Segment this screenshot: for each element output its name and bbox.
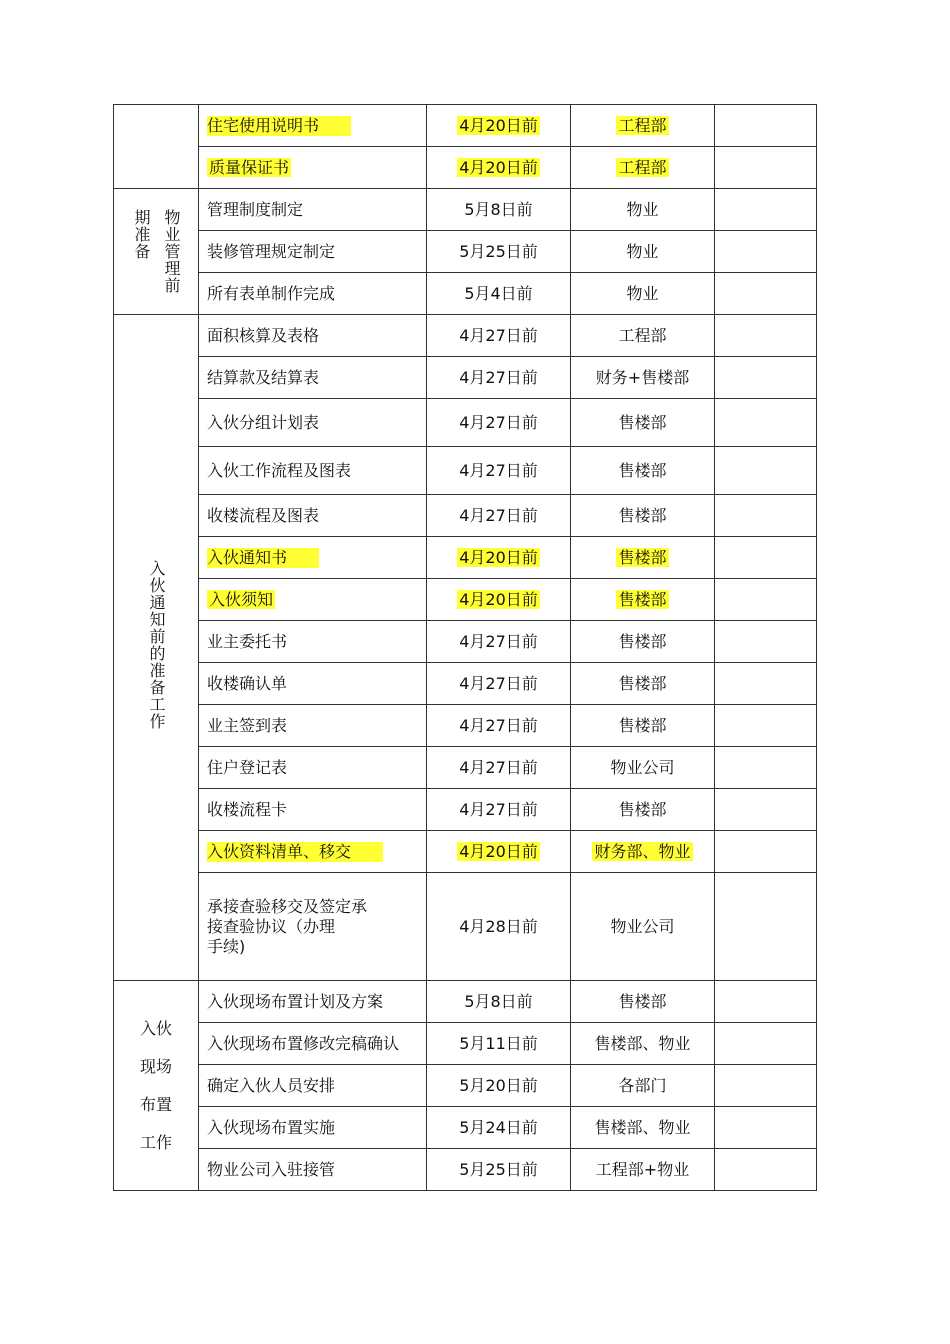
item-cell: 业主签到表 (199, 705, 427, 747)
dept-cell: 各部门 (571, 1065, 715, 1107)
date-cell: 4月20日前 (427, 579, 571, 621)
remark-cell (715, 981, 817, 1023)
remark-cell (715, 357, 817, 399)
date-cell: 4月27日前 (427, 705, 571, 747)
remark-cell (715, 315, 817, 357)
phase-label: 入伙 (139, 1018, 172, 1038)
dept-cell: 售楼部 (571, 537, 715, 579)
remark-cell (715, 1023, 817, 1065)
item-cell: 入伙现场布置修改完稿确认 (199, 1023, 427, 1065)
dept-cell: 工程部+物业 (571, 1149, 715, 1191)
phase-label: 工作 (139, 1132, 172, 1152)
table-row (114, 147, 817, 189)
table-row (114, 315, 817, 357)
table-row (114, 399, 817, 447)
dept-cell: 工程部 (571, 105, 715, 147)
dept-cell: 售楼部 (571, 579, 715, 621)
table-row (114, 831, 817, 873)
remark-cell (715, 579, 817, 621)
phase-label: 期准备 (132, 209, 151, 260)
remark-cell (715, 537, 817, 579)
item-cell: 物业公司入驻接管 (199, 1149, 427, 1191)
item-cell: 收楼流程卡 (199, 789, 427, 831)
dept-cell: 财务+售楼部 (571, 357, 715, 399)
remark-cell (715, 105, 817, 147)
item-cell: 入伙工作流程及图表 (199, 447, 427, 495)
item-cell: 入伙资料清单、移交 (199, 831, 427, 873)
dept-cell: 物业公司 (571, 747, 715, 789)
schedule-table (113, 104, 817, 1191)
remark-cell (715, 1065, 817, 1107)
date-cell: 5月20日前 (427, 1065, 571, 1107)
phase-label: 物业管理前 (162, 209, 181, 294)
dept-cell: 售楼部 (571, 705, 715, 747)
dept-cell: 物业 (571, 231, 715, 273)
dept-cell: 售楼部、物业 (571, 1107, 715, 1149)
table-row (114, 1149, 817, 1191)
table-row (114, 747, 817, 789)
remark-cell (715, 447, 817, 495)
item-cell: 收楼流程及图表 (199, 495, 427, 537)
date-cell: 4月27日前 (427, 663, 571, 705)
dept-cell: 工程部 (571, 147, 715, 189)
item-cell: 入伙须知 (199, 579, 427, 621)
dept-cell: 售楼部、物业 (571, 1023, 715, 1065)
dept-cell: 物业 (571, 273, 715, 315)
item-cell: 住宅使用说明书 (199, 105, 427, 147)
table-row (114, 789, 817, 831)
date-cell: 5月8日前 (427, 189, 571, 231)
remark-cell (715, 399, 817, 447)
date-cell: 4月27日前 (427, 495, 571, 537)
item-cell (199, 873, 427, 981)
remark-cell (715, 273, 817, 315)
table-row (114, 273, 817, 315)
dept-cell: 售楼部 (571, 495, 715, 537)
date-cell: 4月27日前 (427, 789, 571, 831)
remark-cell (715, 621, 817, 663)
remark-cell (715, 1107, 817, 1149)
table-row (114, 537, 817, 579)
dept-cell: 物业公司 (571, 873, 715, 981)
item-cell: 入伙现场布置计划及方案 (199, 981, 427, 1023)
date-cell: 5月25日前 (427, 231, 571, 273)
item-cell: 入伙现场布置实施 (199, 1107, 427, 1149)
table-row (114, 105, 817, 147)
date-cell: 5月4日前 (427, 273, 571, 315)
date-cell: 4月20日前 (427, 105, 571, 147)
item-cell: 收楼确认单 (199, 663, 427, 705)
item-cell: 面积核算及表格 (199, 315, 427, 357)
phase-label: 布置 (139, 1094, 172, 1114)
phase-cell (114, 315, 199, 981)
item-cell: 住户登记表 (199, 747, 427, 789)
phase-label: 入伙通知前的准备工作 (147, 560, 166, 730)
dept-cell: 售楼部 (571, 981, 715, 1023)
item-line: 承接查验移交及签定承 (207, 896, 368, 916)
table-row (114, 873, 817, 981)
item-cell: 入伙分组计划表 (199, 399, 427, 447)
item-cell: 确定入伙人员安排 (199, 1065, 427, 1107)
item-cell: 质量保证书 (199, 147, 427, 189)
table-row (114, 1023, 817, 1065)
remark-cell (715, 189, 817, 231)
dept-cell: 售楼部 (571, 621, 715, 663)
dept-cell: 售楼部 (571, 663, 715, 705)
dept-cell: 工程部 (571, 315, 715, 357)
phase-cell (114, 105, 199, 189)
dept-cell: 售楼部 (571, 399, 715, 447)
remark-cell (715, 231, 817, 273)
date-cell: 4月27日前 (427, 315, 571, 357)
table-row (114, 621, 817, 663)
dept-cell: 物业 (571, 189, 715, 231)
item-cell: 装修管理规定制定 (199, 231, 427, 273)
table-row (114, 1107, 817, 1149)
table-row (114, 495, 817, 537)
table-row (114, 231, 817, 273)
date-cell: 4月27日前 (427, 357, 571, 399)
item-line: 手续) (207, 936, 246, 956)
date-cell: 5月11日前 (427, 1023, 571, 1065)
item-line: 接查验协议（办理 (207, 916, 336, 936)
phase-cell (114, 981, 199, 1191)
item-cell: 入伙通知书 (199, 537, 427, 579)
date-cell: 4月27日前 (427, 621, 571, 663)
remark-cell (715, 1149, 817, 1191)
remark-cell (715, 789, 817, 831)
remark-cell (715, 705, 817, 747)
table-row (114, 447, 817, 495)
dept-cell: 售楼部 (571, 447, 715, 495)
date-cell: 5月25日前 (427, 1149, 571, 1191)
phase-cell (114, 189, 199, 315)
remark-cell (715, 495, 817, 537)
item-cell: 业主委托书 (199, 621, 427, 663)
date-cell: 5月8日前 (427, 981, 571, 1023)
remark-cell (715, 873, 817, 981)
date-cell: 4月20日前 (427, 831, 571, 873)
remark-cell (715, 147, 817, 189)
date-cell: 4月28日前 (427, 873, 571, 981)
table-row (114, 981, 817, 1023)
table-row (114, 705, 817, 747)
table-row (114, 663, 817, 705)
date-cell: 4月27日前 (427, 399, 571, 447)
dept-cell: 售楼部 (571, 789, 715, 831)
date-cell: 4月20日前 (427, 537, 571, 579)
phase-label: 现场 (139, 1056, 172, 1076)
table-row (114, 189, 817, 231)
remark-cell (715, 831, 817, 873)
table-row (114, 579, 817, 621)
dept-cell: 财务部、物业 (571, 831, 715, 873)
date-cell: 4月27日前 (427, 747, 571, 789)
remark-cell (715, 747, 817, 789)
date-cell: 5月24日前 (427, 1107, 571, 1149)
item-cell: 管理制度制定 (199, 189, 427, 231)
item-cell: 结算款及结算表 (199, 357, 427, 399)
table-row (114, 1065, 817, 1107)
date-cell: 4月27日前 (427, 447, 571, 495)
item-cell: 所有表单制作完成 (199, 273, 427, 315)
date-cell: 4月20日前 (427, 147, 571, 189)
table-row (114, 357, 817, 399)
remark-cell (715, 663, 817, 705)
